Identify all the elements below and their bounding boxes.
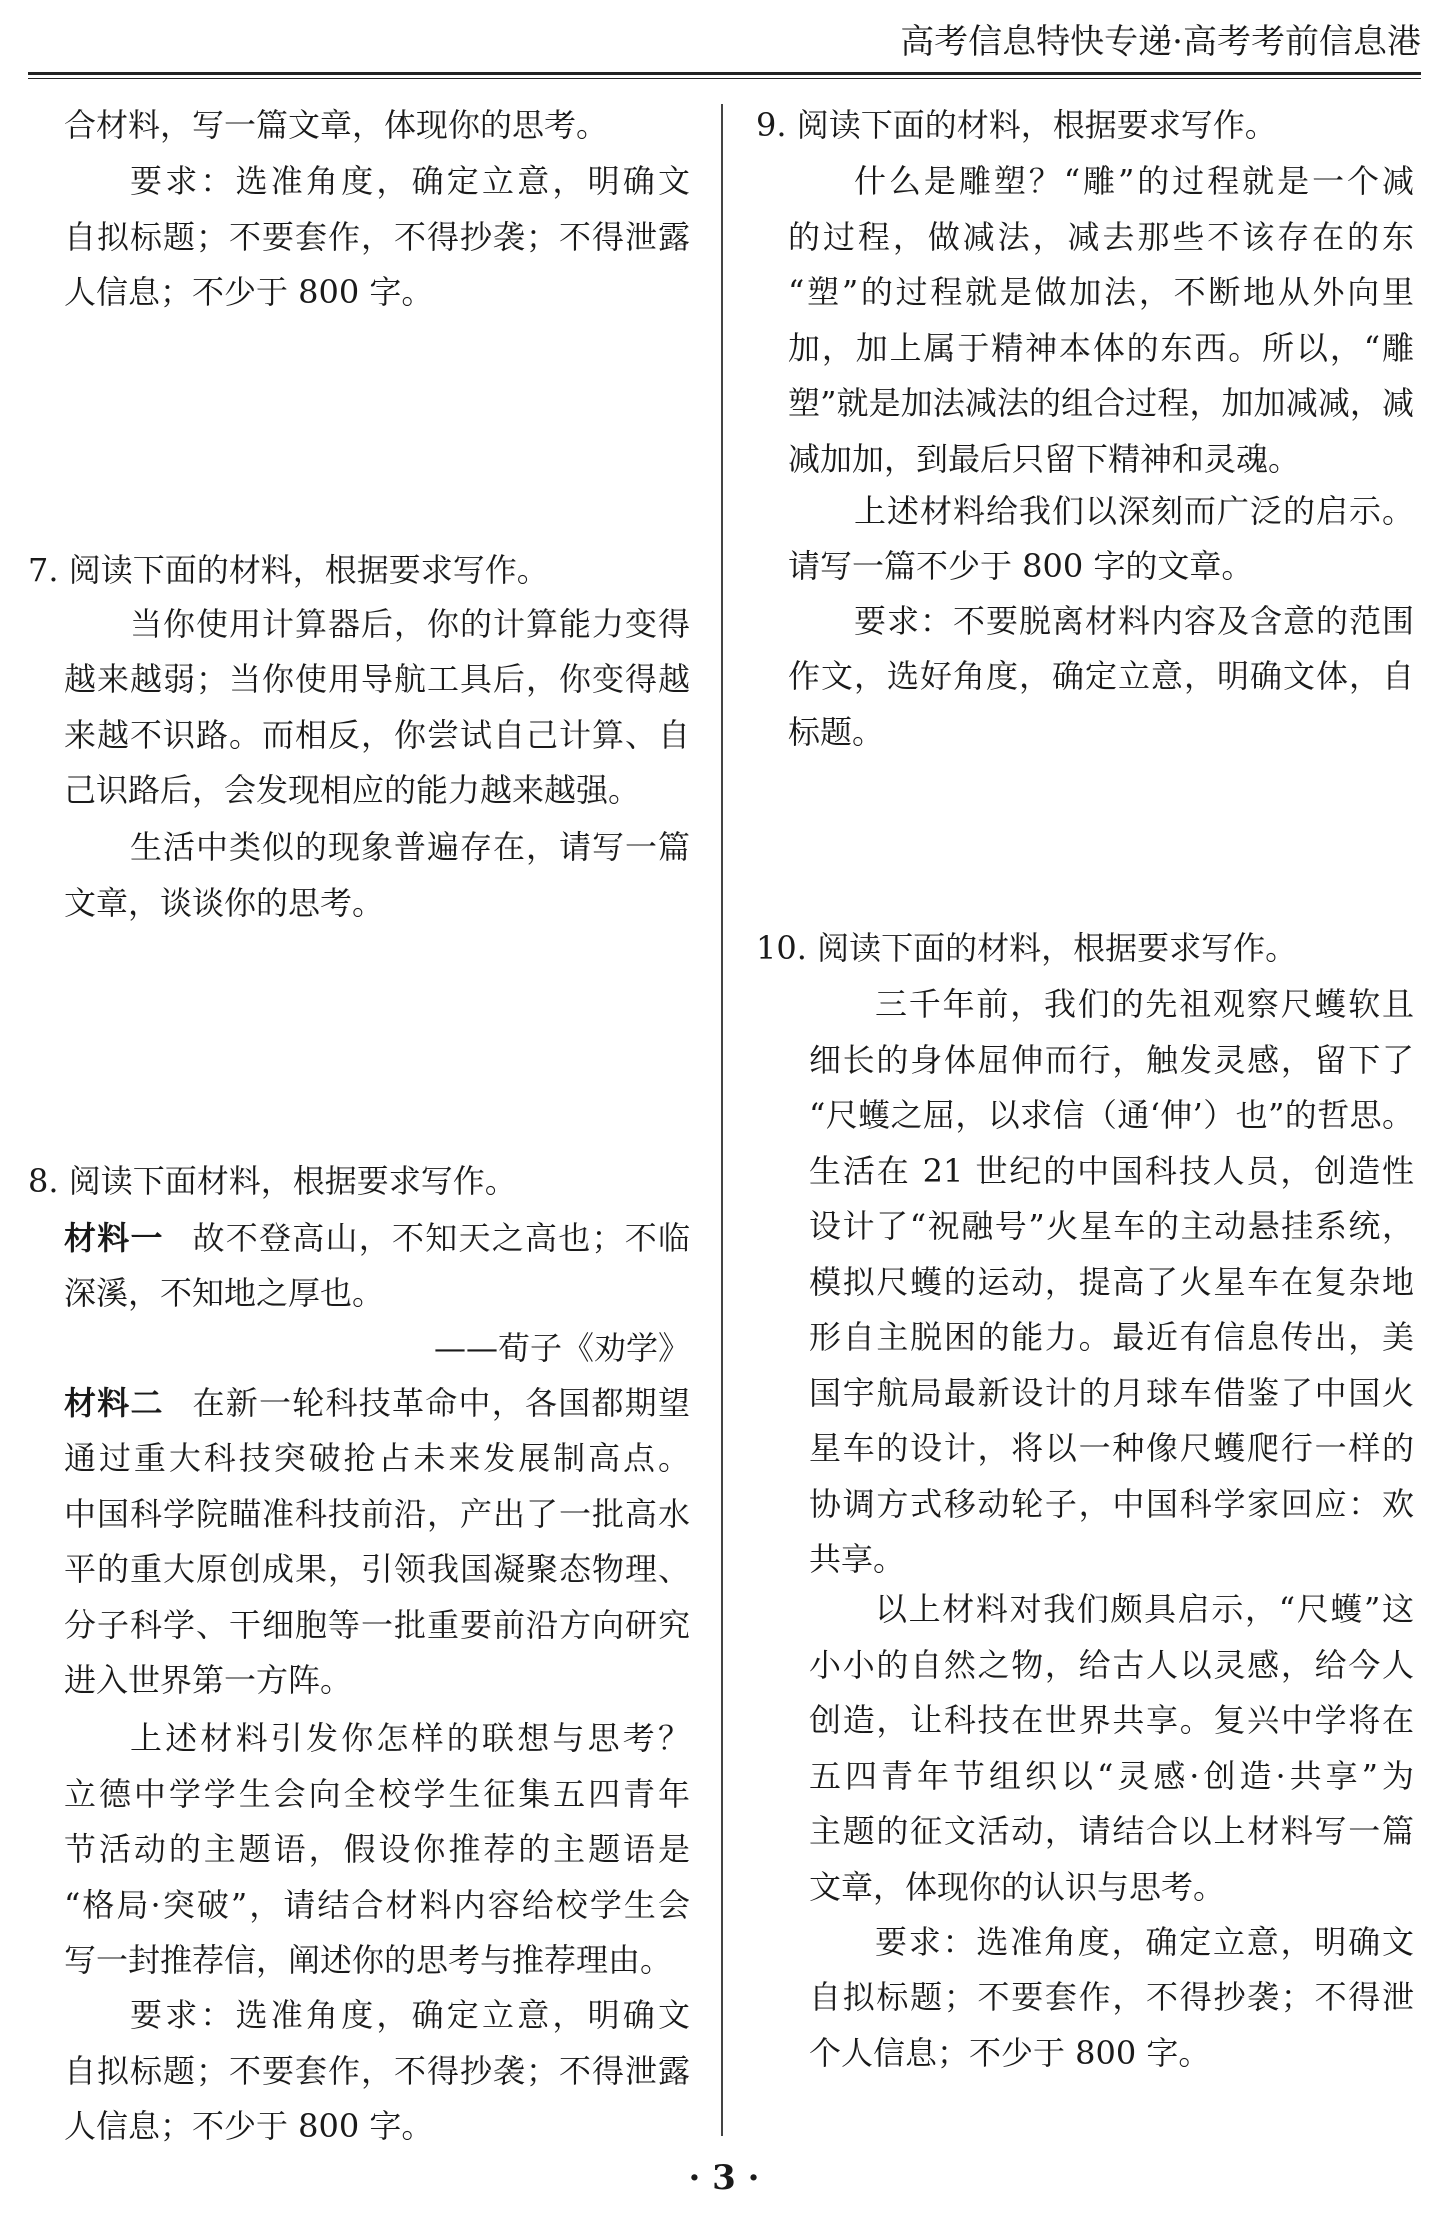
text-line [64,1210,690,1266]
text-line: 星车的设计，将以一种像尺蠖爬行一样的 [809,1429,1414,1468]
column-divider [721,104,723,2136]
text-line: 己识路后，会发现相应的能力越来越强。 [64,771,641,810]
text-line: 共享。 [809,1540,906,1579]
material-label: 材料一 [64,1218,164,1257]
text-line: 自拟标题；不要套作，不得抄袭；不得泄 [809,1978,1414,2017]
text-line: 立德中学学生会向全校学生征集五四青年 [64,1774,690,1813]
text-line: “塑”的过程就是做加法，不断地从外向里 [788,273,1414,312]
page-number: · 3 · [688,2158,760,2198]
text-line: 要求：选准角度，确定立意，明确文 [130,162,690,201]
text-line: 进入世界第一方阵。 [64,1661,353,1700]
text-line: 上述材料给我们以深刻而广泛的启示。 [854,491,1414,530]
text-line: 通过重大科技突破抢占未来发展制高点。 [64,1439,690,1478]
text-line: 加，加上属于精神本体的东西。所以，“雕 [788,328,1414,367]
text-line: 作文，选好角度，确定立意，明确文体，自 [788,657,1414,696]
text-line: 文章，谈谈你的思考。 [64,883,385,922]
text-line: 文章，体现你的认识与思考。 [809,1867,1226,1906]
text-line: 当你使用计算器后，你的计算能力变得 [130,604,690,643]
text-line: 什么是雕塑？“雕”的过程就是一个减 [854,162,1414,201]
text-line: 上述材料引发你怎样的联想与思考？ [130,1719,690,1758]
text-line: 的过程，做减法，减去那些不该存在的东 [788,217,1414,256]
text-line: 三千年前，我们的先祖观察尺蠖软且 [875,985,1414,1024]
text-line: “尺蠖之屈，以求信（通‘伸’）也”的哲思。 [809,1096,1414,1135]
text-line: 要求：选准角度，确定立意，明确文 [875,1922,1414,1961]
text-line: 以上材料对我们颇具启示，“尺蠖”这 [875,1590,1414,1629]
text-line: 要求：不要脱离材料内容及含意的范围 [854,601,1414,640]
material-text: 故不登高山，不知天之高也；不临 [192,1218,690,1257]
text-line: 人信息；不少于 800 字。 [64,273,434,312]
text-line: 人信息；不少于 800 字。 [64,2107,434,2146]
text-line: 越来越弱；当你使用导航工具后，你变得越 [64,660,690,699]
text-line: 小小的自然之物，给古人以灵感，给今人 [809,1645,1414,1684]
text-line: 创造，让科技在世界共享。复兴中学将在 [809,1701,1414,1740]
text-line: 节活动的主题语，假设你推荐的主题语是 [64,1830,690,1869]
question-title: 7. 阅读下面的材料，根据要求写作。 [28,551,549,590]
question-title: 10. 阅读下面的材料，根据要求写作。 [756,928,1298,967]
text-line: 标题。 [788,712,885,751]
question-title: 8. 阅读下面材料，根据要求写作。 [28,1161,517,1200]
text-line: 合材料，写一篇文章，体现你的思考。 [64,105,609,144]
material-label: 材料二 [64,1383,164,1422]
text-line: 协调方式移动轮子，中国科学家回应：欢 [809,1484,1414,1523]
text-line: 国宇航局最新设计的月球车借鉴了中国火 [809,1373,1414,1412]
material-text: 在新一轮科技革命中，各国都期望 [192,1383,690,1422]
text-line: 深溪，不知地之厚也。 [64,1274,385,1312]
text-line: 生活中类似的现象普遍存在，请写一篇 [130,828,690,867]
text-line: 细长的身体屈伸而行，触发灵感，留下了 [809,1040,1414,1079]
text-line: 要求：选准角度，确定立意，明确文 [130,1996,690,2035]
question-title: 9. 阅读下面的材料，根据要求写作。 [756,105,1277,144]
text-line [64,1375,690,1431]
text-line: 请写一篇不少于 800 字的文章。 [788,547,1254,586]
text-line: 形自主脱困的能力。最近有信息传出，美 [809,1318,1414,1357]
text-line: 设计了“祝融号”火星车的主动悬挂系统， [809,1207,1414,1246]
source-citation: ——荀子《劝学》 [433,1328,690,1367]
header-rule-thin [28,78,1421,79]
text-line: 生活在 21 世纪的中国科技人员，创造性 [809,1151,1414,1190]
text-line: 减加加，到最后只留下精神和灵魂。 [788,439,1301,478]
text-line: 自拟标题；不要套作，不得抄袭；不得泄露 [64,2051,690,2090]
text-line: 中国科学院瞄准科技前沿，产出了一批高水 [64,1494,690,1533]
running-header: 高考信息特快专递·高考考前信息港 [900,22,1421,62]
text-line: 自拟标题；不要套作，不得抄袭；不得泄露 [64,217,690,256]
text-line: 平的重大原创成果，引领我国凝聚态物理、 [64,1550,690,1589]
text-line: 模拟尺蠖的运动，提高了火星车在复杂地 [809,1262,1414,1301]
text-line: 主题的征文活动，请结合以上材料写一篇 [809,1812,1414,1851]
text-line: 来越不识路。而相反，你尝试自己计算、自 [64,715,690,754]
text-line: 分子科学、干细胞等一批重要前沿方向研究 [64,1605,690,1644]
text-line: 五四青年节组织以“灵感·创造·共享”为 [809,1756,1414,1795]
text-line: 写一封推荐信，阐述你的思考与推荐理由。 [64,1941,673,1980]
text-line: “格局·突破”，请结合材料内容给校学生会 [64,1885,690,1924]
text-line: 个人信息；不少于 800 字。 [809,2033,1211,2072]
header-rule-thick [28,72,1421,75]
text-line: 塑”就是加法减法的组合过程，加加减减，减 [788,384,1414,423]
